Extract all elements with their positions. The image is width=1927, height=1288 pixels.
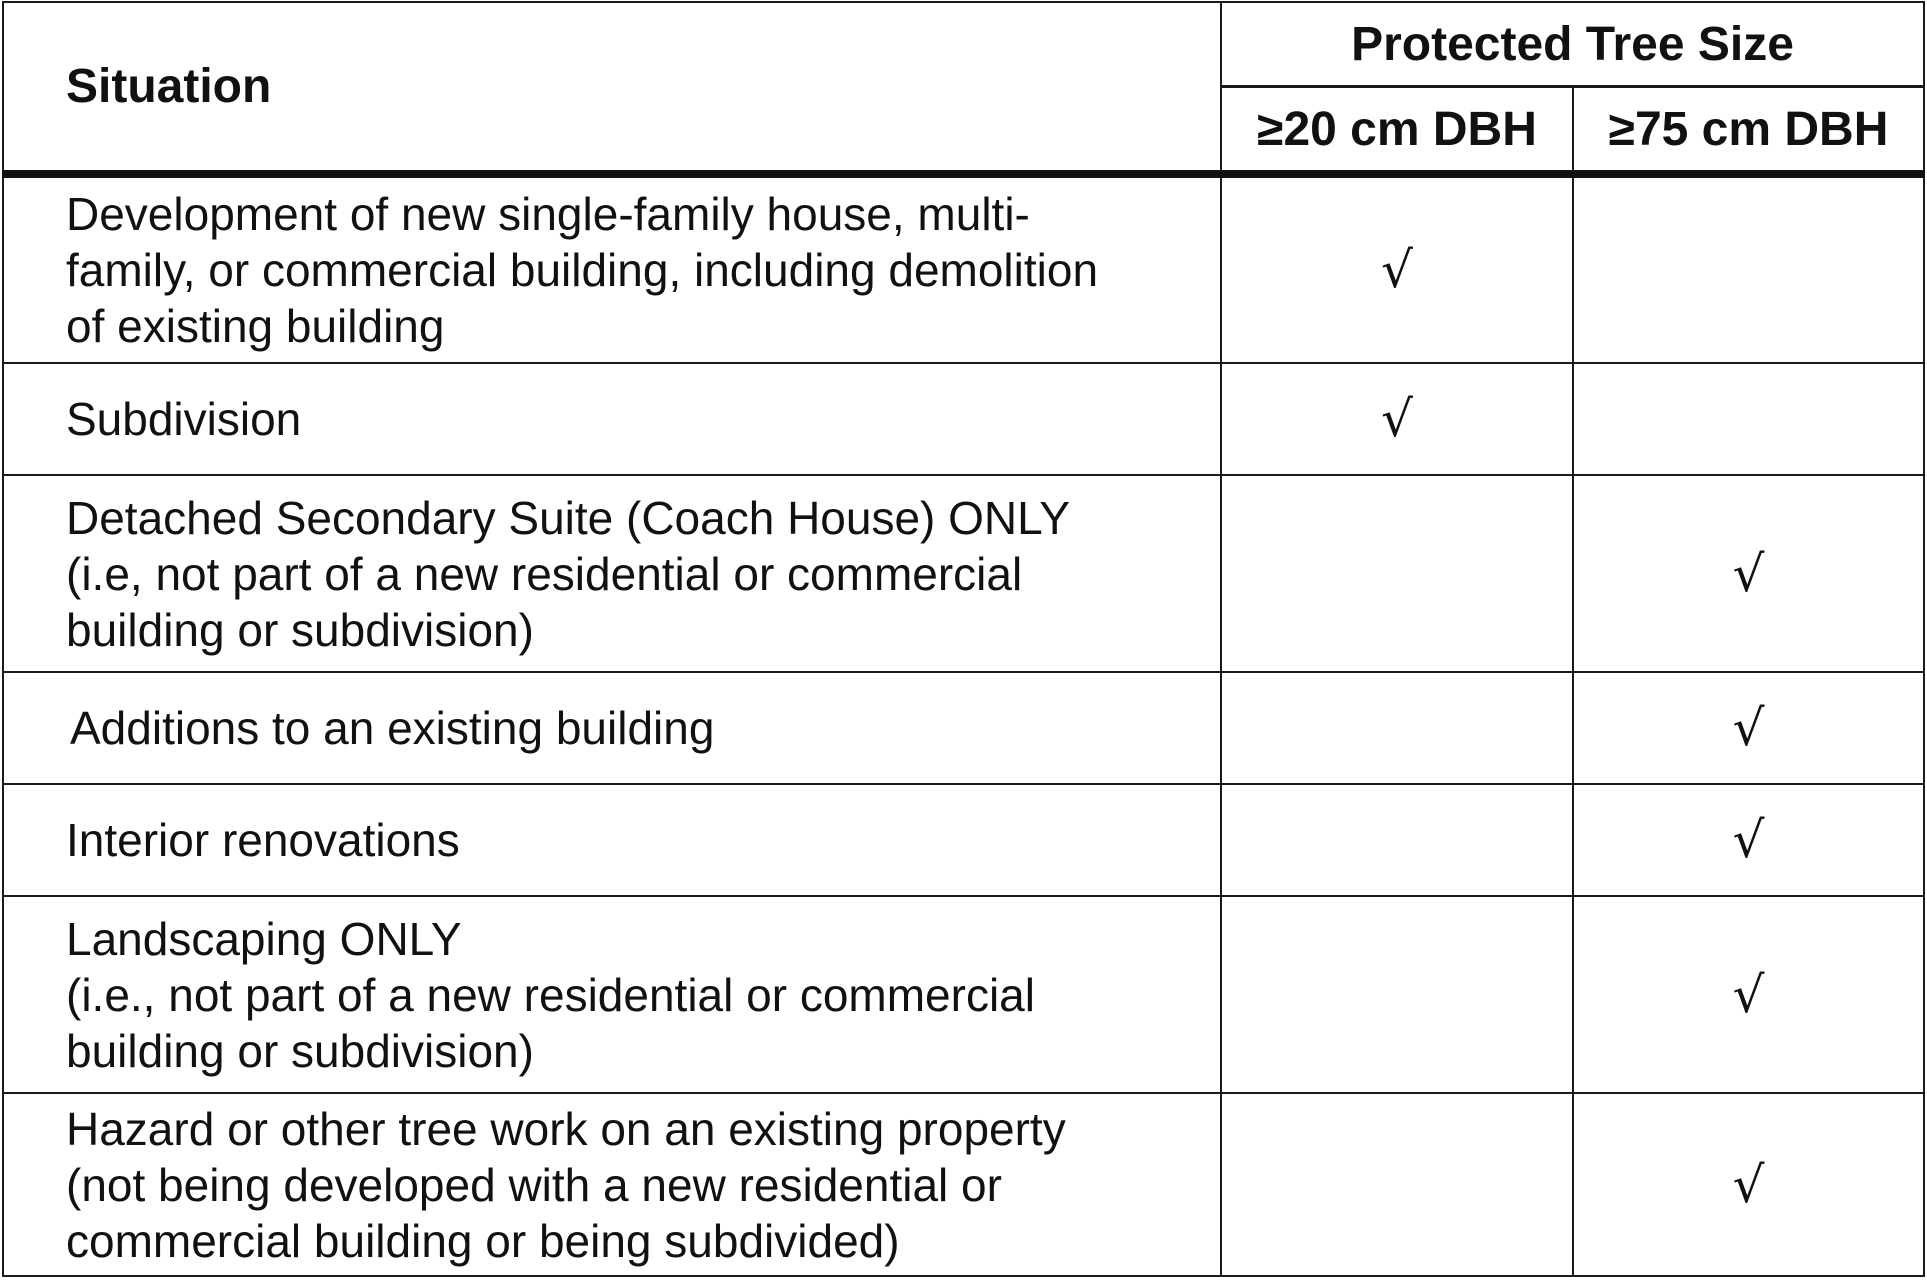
table-body	[3, 174, 1924, 1276]
check-75cm-cell: √	[1573, 784, 1924, 896]
check-20cm-cell	[1221, 672, 1573, 784]
situation-cell: Detached Secondary Suite (Coach House) ONLY (i.e, not part of a new residential or commercial building or subdivision)	[3, 475, 1221, 672]
check-20cm-cell	[1221, 475, 1573, 672]
check-20cm-cell: √	[1221, 174, 1573, 363]
table-row	[3, 896, 1924, 1093]
table-row	[3, 672, 1924, 784]
table-row	[3, 475, 1924, 672]
check-75cm-cell: √	[1573, 1093, 1924, 1276]
table-row	[3, 1093, 1924, 1276]
protected-tree-size-header: Protected Tree Size	[1221, 2, 1924, 87]
table-row	[3, 363, 1924, 475]
check-20cm-cell	[1221, 1093, 1573, 1276]
check-75cm-cell	[1573, 174, 1924, 363]
check-20cm-cell: √	[1221, 363, 1573, 475]
situation-cell: Interior renovations	[3, 784, 1221, 896]
protected-tree-table	[2, 1, 1925, 1277]
table-header	[3, 2, 1924, 174]
check-75cm-cell: √	[1573, 896, 1924, 1093]
header-row	[3, 2, 1924, 87]
table-row	[3, 784, 1924, 896]
situation-cell: Subdivision	[3, 363, 1221, 475]
situation-cell: Landscaping ONLY (i.e., not part of a new residential or commercial building or subdivision)	[3, 896, 1221, 1093]
check-75cm-cell	[1573, 363, 1924, 475]
situation-cell: Development of new single-family house, multi- family, or commercial building, including demolition of existing building	[3, 174, 1221, 363]
check-75cm-cell: √	[1573, 672, 1924, 784]
table-row	[3, 174, 1924, 363]
situation-column-header: Situation	[3, 2, 1221, 174]
size-20cm-header: ≥20 cm DBH	[1221, 87, 1573, 175]
size-75cm-header: ≥75 cm DBH	[1573, 87, 1924, 175]
check-20cm-cell	[1221, 784, 1573, 896]
situation-cell: Additions to an existing building	[3, 672, 1221, 784]
check-75cm-cell: √	[1573, 475, 1924, 672]
check-20cm-cell	[1221, 896, 1573, 1093]
situation-cell: Hazard or other tree work on an existing property (not being developed with a new residential or commercial building or being subdivided)	[3, 1093, 1221, 1276]
